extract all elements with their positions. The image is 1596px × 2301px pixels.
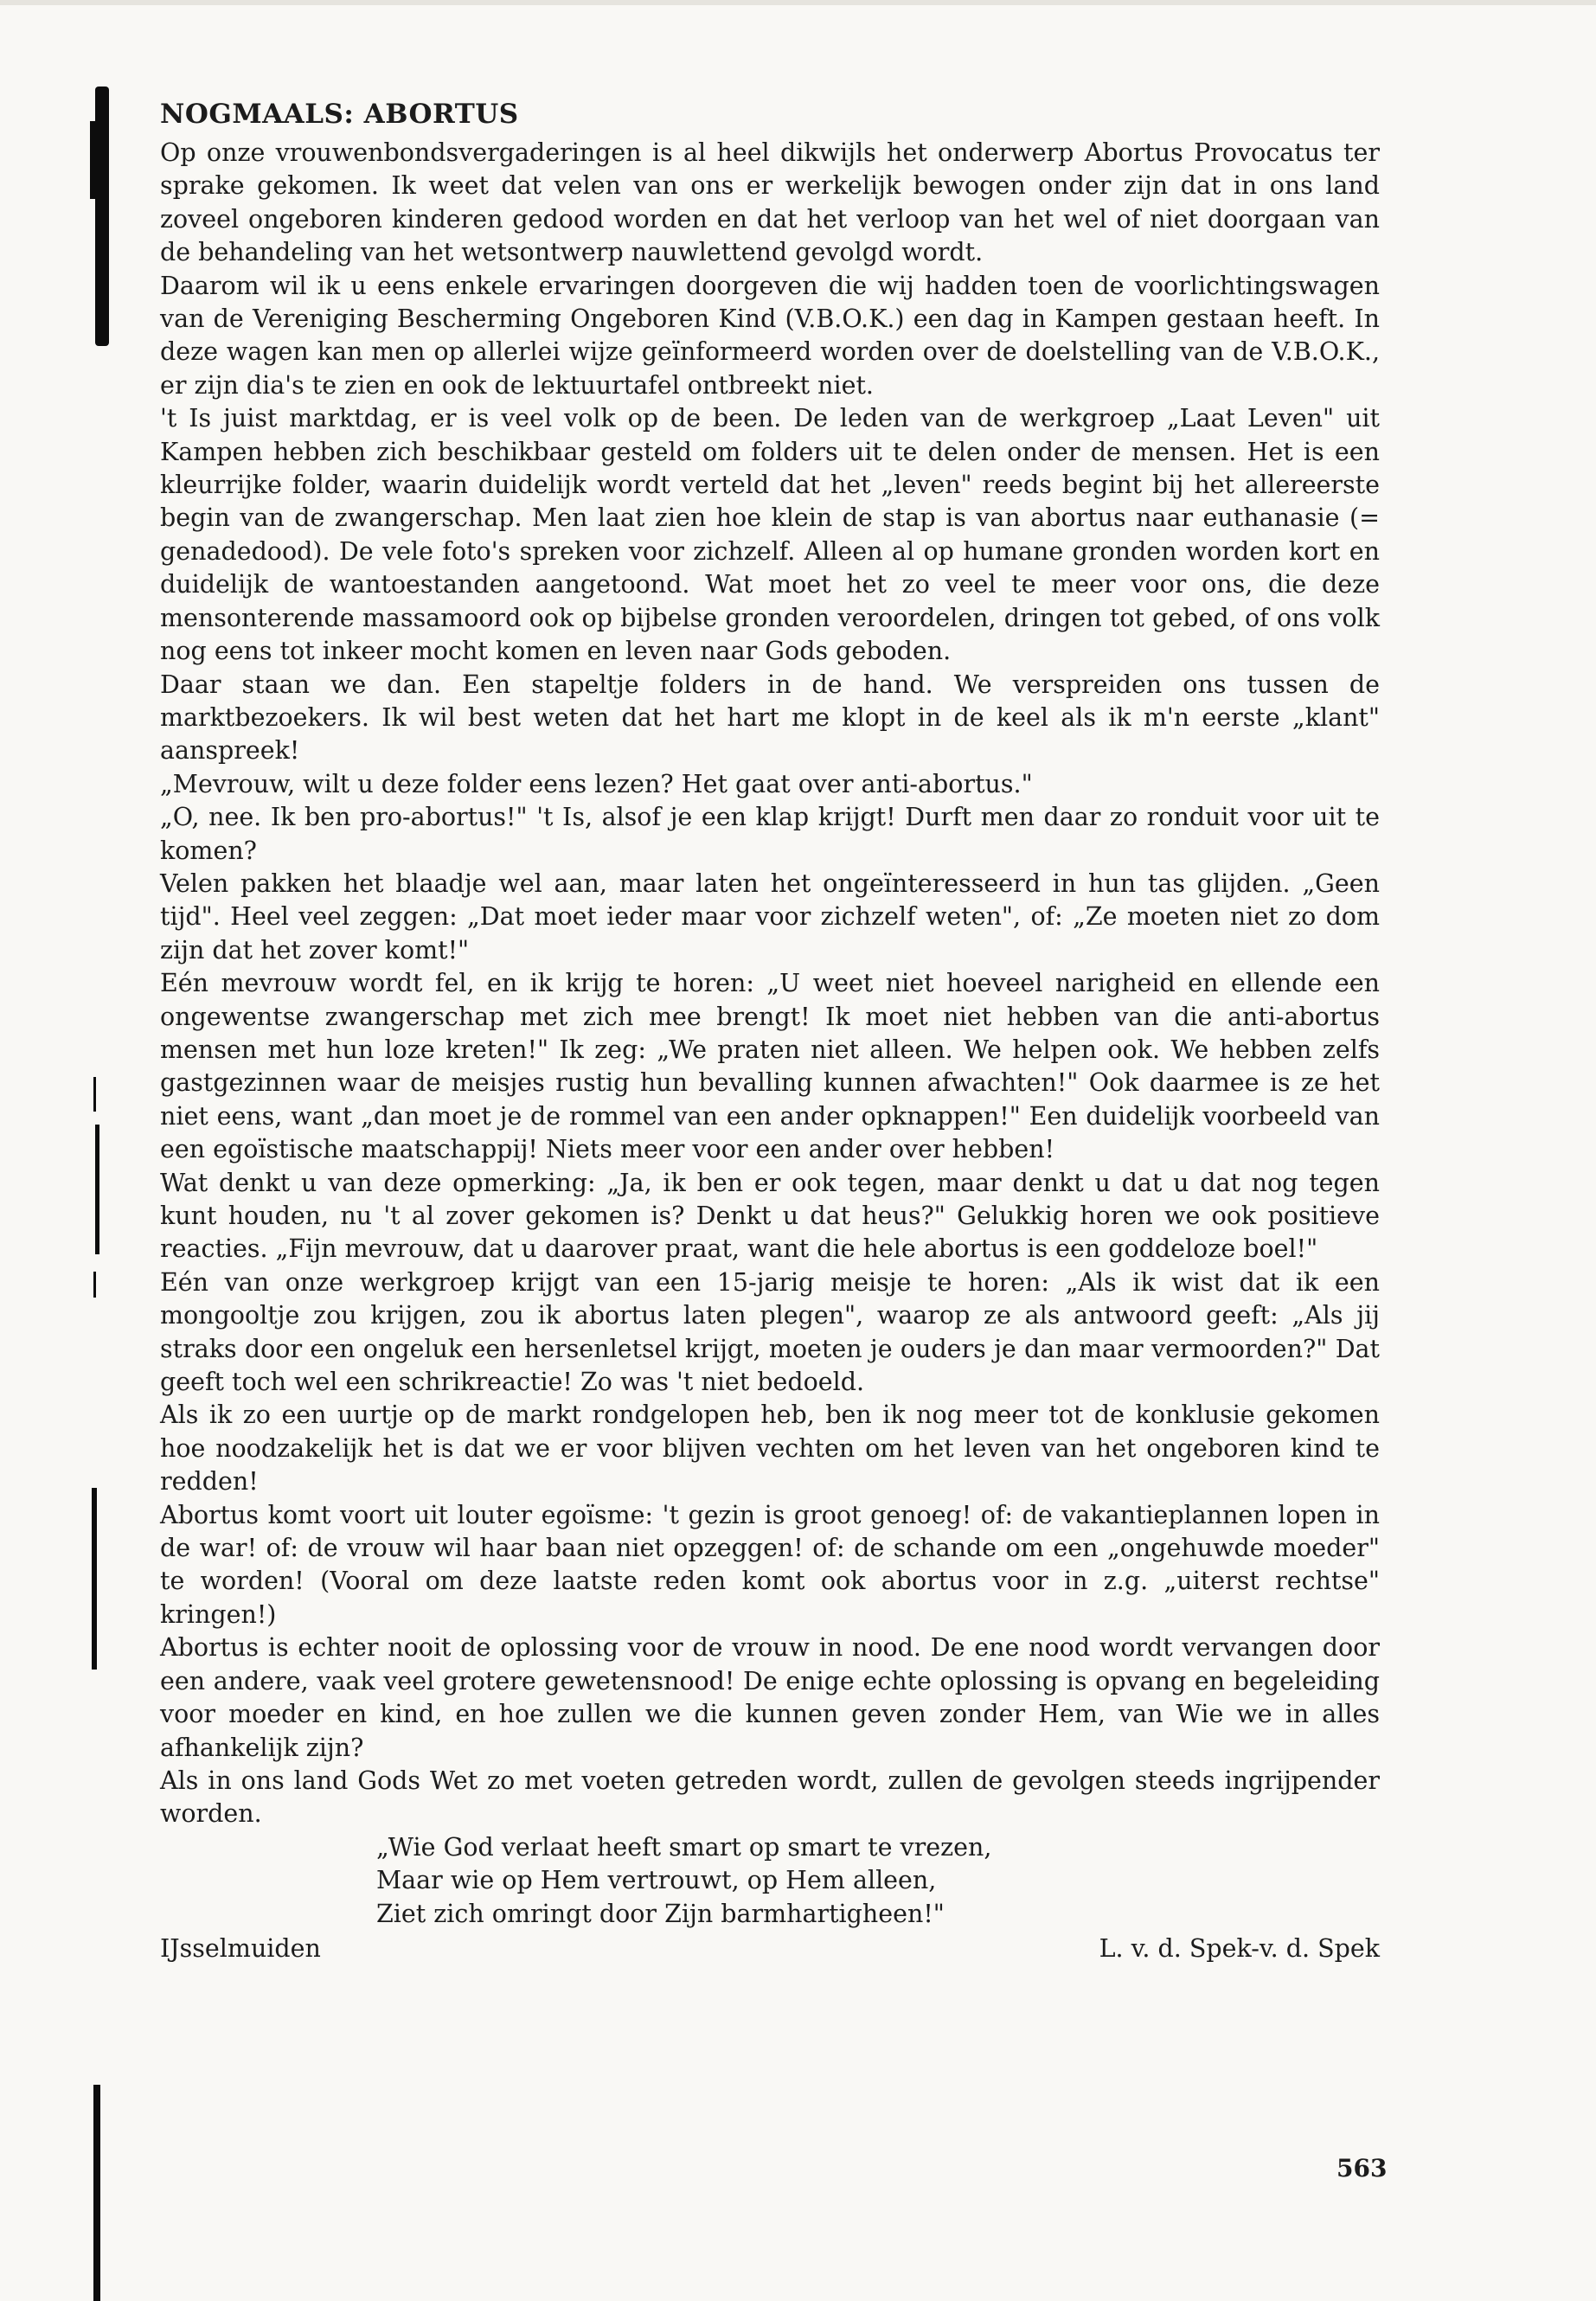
binding-shadow-top <box>95 87 109 346</box>
paragraph: „O, nee. Ik ben pro-abortus!" 't Is, alsof je een klap krijgt! Durft men daar zo ronduit voor uit te komen? <box>160 803 1380 865</box>
place: IJsselmuiden <box>160 1933 321 1963</box>
article <box>160 97 1380 1965</box>
paragraph: Eén van onze werkgroep krijgt van een 15-jarig meisje te horen: „Als ik wist dat ik een mongooltje zou krijgen, zou ik abortus laten plegen", waarop ze als antwoord geeft: „Als jij straks door een ongeluk een hersenletsel krijgt, moeten je ouders je dan maar vermoorden?" Dat geeft toch wel een schrikreactie! Zo was 't niet bedoeld. <box>160 1267 1380 1397</box>
paragraph: Als in ons land Gods Wet zo met voeten getreden wordt, zullen de gevolgen steeds ingrijpender worden. <box>160 1766 1380 1829</box>
signature-row <box>160 1932 1380 1965</box>
paper-edge <box>0 0 1596 5</box>
article-body <box>160 137 1380 1831</box>
author: L. v. d. Spek-v. d. Spek <box>1099 1933 1380 1963</box>
article-title: NOGMAALS: ABORTUS <box>160 99 519 130</box>
paragraph: Abortus is echter nooit de oplossing voor de vrouw in nood. De ene nood wordt vervangen door een andere, vaak veel grotere gewetensnood! De enige echte oplossing is opvang en begeleiding voor moeder en kind, en hoe zullen we die kunnen geven zonder Hem, van Wie we in alles afhankelijk zijn? <box>160 1633 1380 1762</box>
poem-line: Maar wie op Hem vertrouwt, op Hem alleen, <box>376 1866 937 1895</box>
binding-mark-5 <box>93 2085 100 2301</box>
binding-mark-3 <box>93 1272 96 1298</box>
binding-mark-1 <box>93 1077 96 1112</box>
page-number: 563 <box>1336 2154 1388 2182</box>
poem-line: „Wie God verlaat heeft smart op smart te vrezen, <box>376 1832 992 1862</box>
paragraph: 't Is juist marktdag, er is veel volk op de been. De leden van de werkgroep „Laat Leven" uit Kampen hebben zich beschikbaar gesteld om folders uit te delen onder de mensen. Het is een kleurrijke folder, waarin duidelijk wordt verteld dat het „leven" reeds begint bij het allereerste begin van de zwangerschap. Men laat zien hoe klein de stap is van abortus naar euthanasie (= genadedood). De vele foto's spreken voor zichzelf. Alleen al op humane gronden worden kort en duidelijk de wantoestanden aangetoond. Wat moet het zo veel te meer voor ons, die deze mensonterende massamoord ook op bijbelse gronden veroordelen, dringen tot gebed, of ons volk nog eens tot inkeer mocht komen en leven naar Gods geboden. <box>160 404 1380 666</box>
poem <box>376 1831 1380 1931</box>
paragraph: Op onze vrouwenbondsvergaderingen is al heel dikwijls het onderwerp Abortus Provocatus ter sprake gekomen. Ik weet dat velen van ons er werkelijk bewogen onder zijn dat in ons land zoveel ongeboren kinderen gedood worden en dat het verloop van het wel of niet doorgaan van de behandeling van het wetsontwerp nauwlettend gevolgd wordt. <box>160 138 1380 267</box>
poem-line: Ziet zich omringt door Zijn barmhartigheen!" <box>376 1899 945 1928</box>
paragraph: Abortus komt voort uit louter egoïsme: 't gezin is groot genoeg! of: de vakantieplannen lopen in de war! of: de vrouw wil haar baan niet opzeggen! of: de schande om een „ongehuwde moeder" te worden! (Vooral om deze laatste reden komt ook abortus voor in z.g. „uiterst rechtse" kringen!) <box>160 1500 1380 1629</box>
paragraph: Eén mevrouw wordt fel, en ik krijg te horen: „U weet niet hoeveel narigheid en ellende een ongewentse zwangerschap met zich mee brengt! Ik moet niet hebben van die anti-abortus mensen met hun loze kreten!" Ik zeg: „We praten niet alleen. We helpen ook. We hebben zelfs gastgezinnen waar de meisjes rustig hun bevalling kunnen afwachten!" Ook daarmee is ze het niet eens, want „dan moet je de rommel van een ander opknappen!" Een duidelijk voorbeeld van een egoïstische maatschappij! Niets meer voor een ander over hebben! <box>160 969 1380 1164</box>
paragraph: Velen pakken het blaadje wel aan, maar laten het ongeïnteresseerd in hun tas glijden. „Geen tijd". Heel veel zeggen: „Dat moet ieder maar voor zichzelf weten", of: „Ze moeten niet zo dom zijn dat het zover komt!" <box>160 868 1380 965</box>
paragraph: „Mevrouw, wilt u deze folder eens lezen? Het gaat over anti-abortus." <box>160 769 1033 798</box>
binding-mark-2 <box>95 1125 99 1254</box>
paragraph: Daar staan we dan. Een stapeltje folders in de hand. We verspreiden ons tussen de marktbezoekers. Ik wil best weten dat het hart me klopt in de keel als ik m'n eerste „klant" aanspreek! <box>160 670 1380 766</box>
paragraph: Als ik zo een uurtje op de markt rondgelopen heb, ben ik nog meer tot de konklusie gekomen hoe noodzakelijk het is dat we er voor blijven vechten om het leven van het ongeboren kind te redden! <box>160 1400 1380 1497</box>
binding-shadow-top-2 <box>90 121 97 199</box>
binding-mark-4 <box>92 1488 97 1670</box>
paragraph: Wat denkt u van deze opmerking: „Ja, ik ben er ook tegen, maar denkt u dat u dat nog tegen kunt houden, nu 't al zover gekomen is? Denkt u dat heus?" Gelukkig horen we ook positieve reacties. „Fijn mevrouw, dat u daarover praat, want die hele abortus is een goddeloze boel!" <box>160 1168 1380 1264</box>
paragraph: Daarom wil ik u eens enkele ervaringen doorgeven die wij hadden toen de voorlichtingswagen van de Vereniging Bescherming Ongeboren Kind (V.B.O.K.) een dag in Kampen gestaan heeft. In deze wagen kan men op allerlei wijze geïnformeerd worden over de doelstelling van de V.B.O.K., er zijn dia's te zien en ook de lektuurtafel ontbreekt niet. <box>160 271 1380 400</box>
